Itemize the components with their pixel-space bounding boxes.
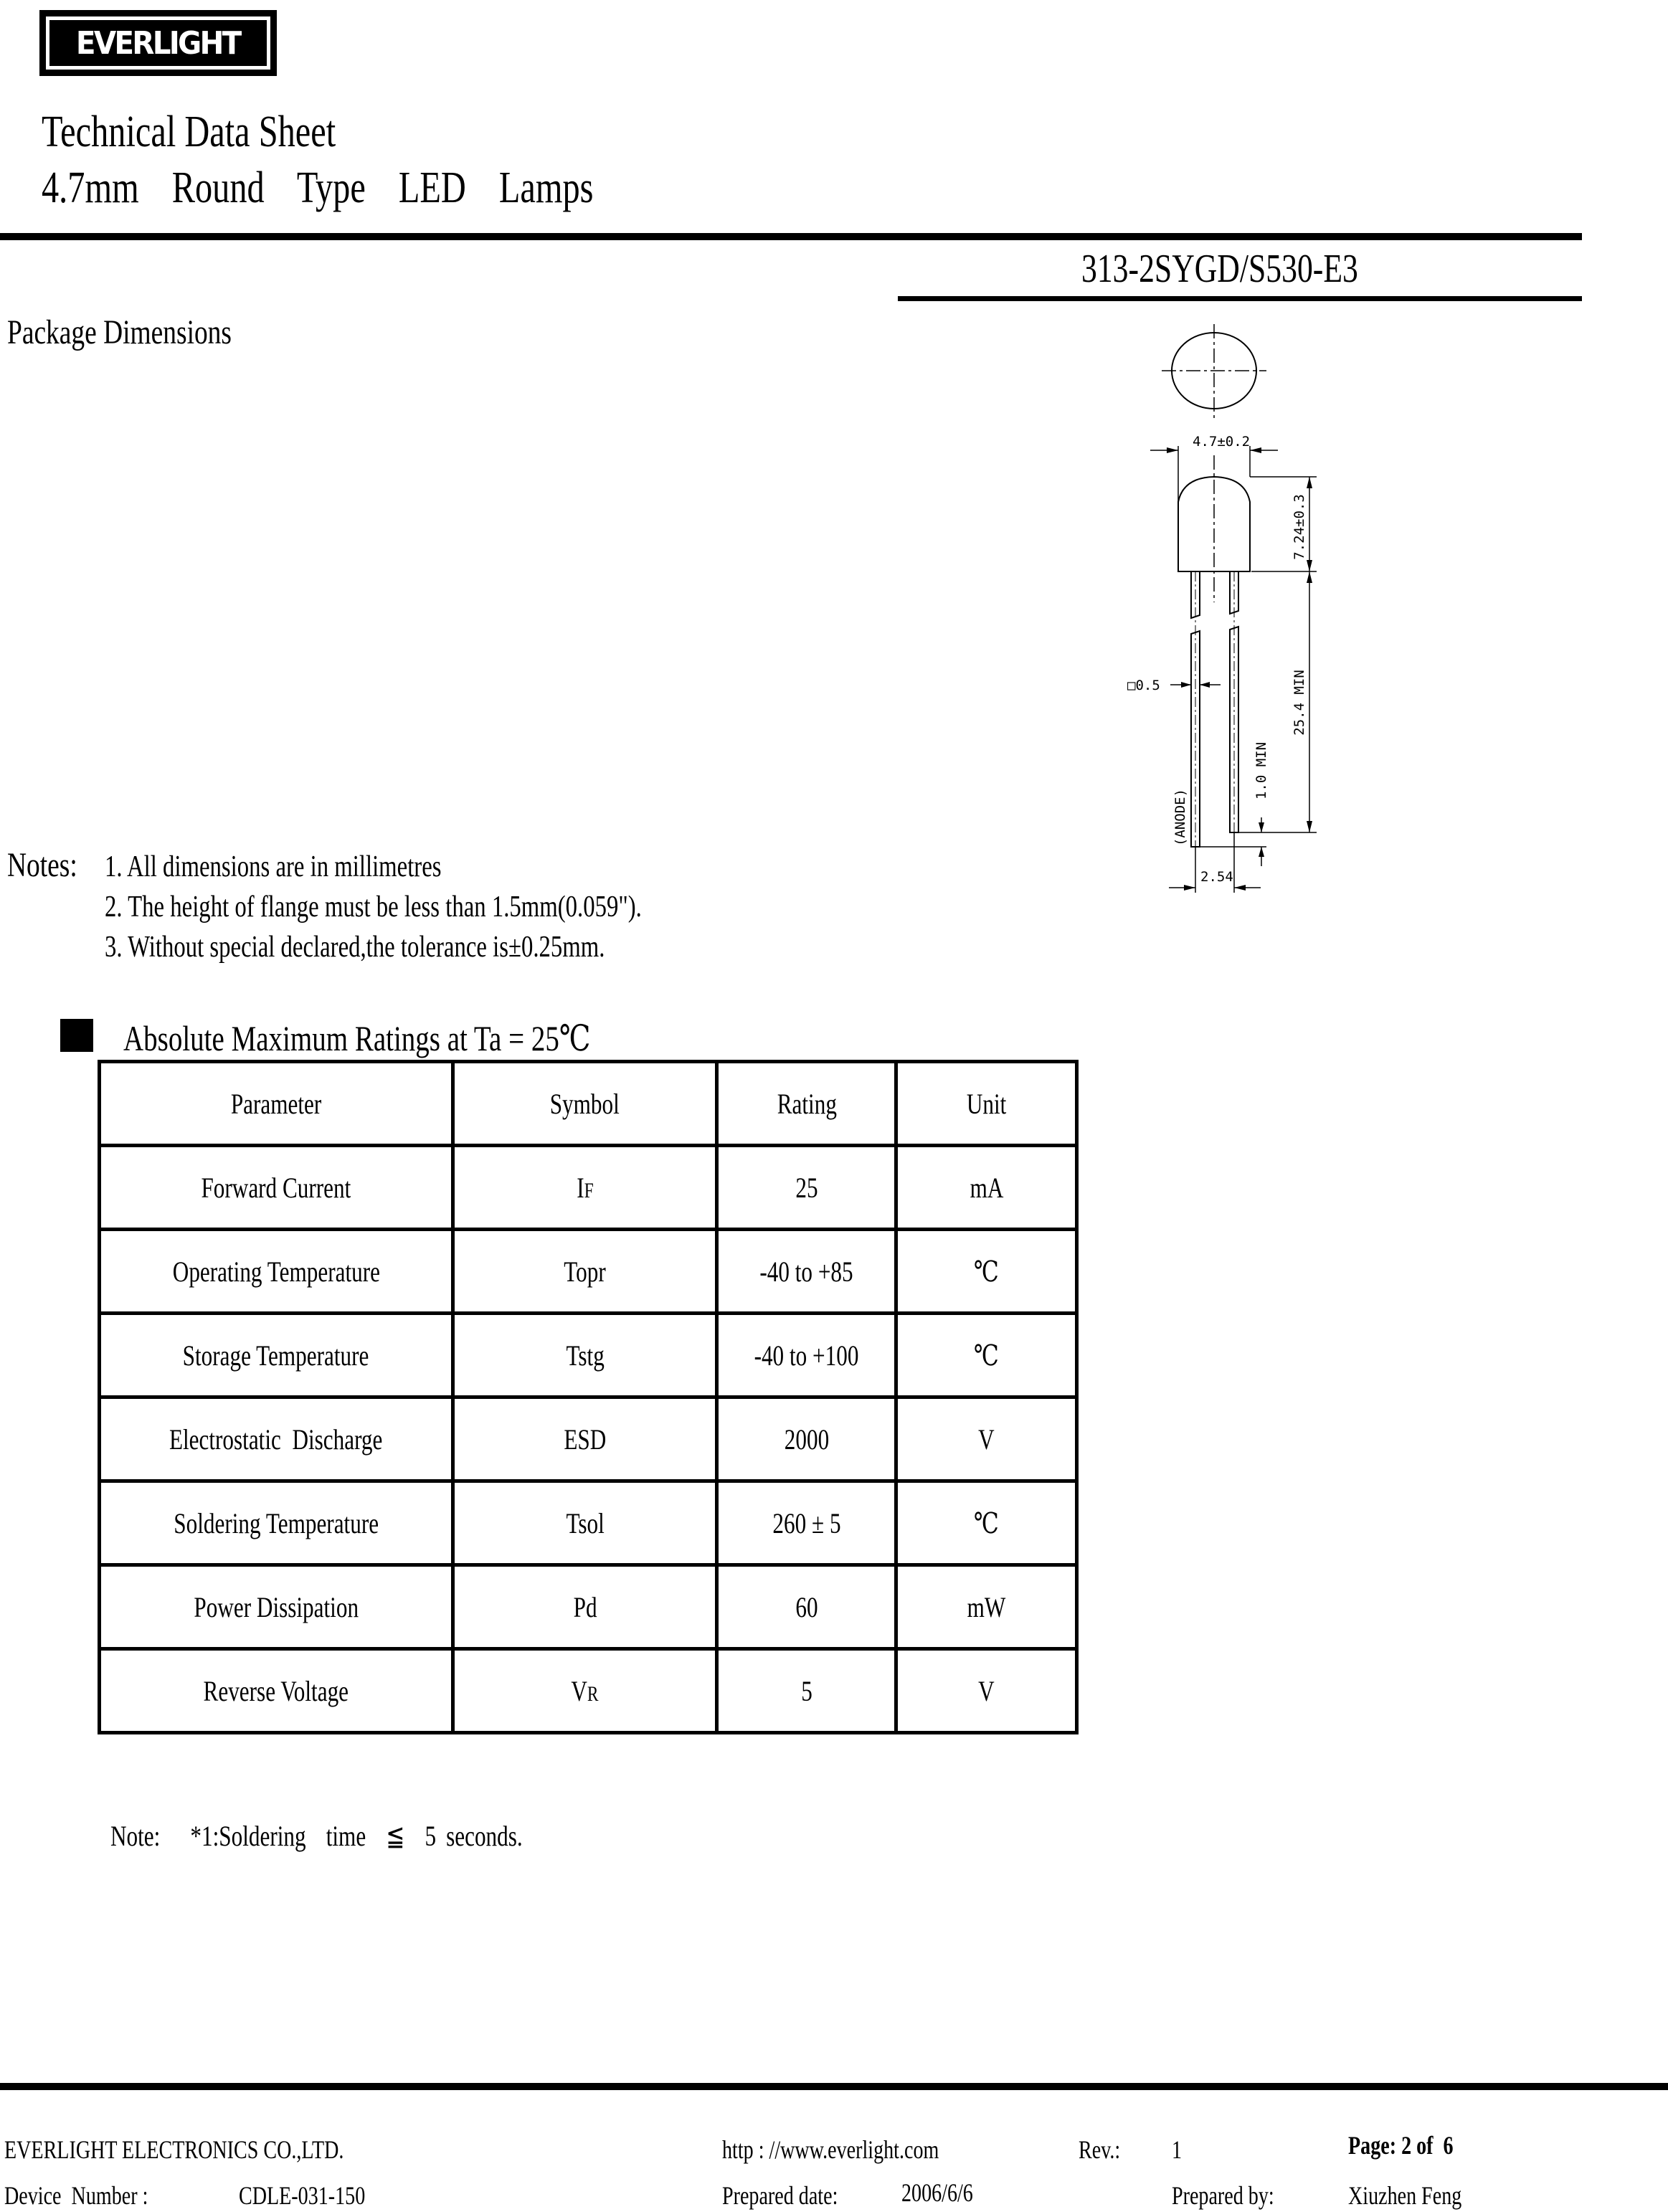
document-title-text: Technical Data Sheet (42, 108, 336, 156)
cell-rating: 2000 (717, 1397, 896, 1481)
absolute-maximum-ratings-table (98, 1060, 1079, 1734)
document-title (42, 106, 419, 158)
dim-lead-offset-label: 1.0 MIN (1254, 741, 1269, 800)
cell-symbol: VR (452, 1649, 716, 1733)
footer-page-indicator (1348, 2130, 1483, 2161)
document-subtitle-text: 4.7mm Round Type LED Lamps (42, 163, 594, 212)
cell-parameter: Soldering Temperature (100, 1481, 453, 1565)
part-number (1081, 245, 1436, 293)
footer-device-value-text: CDLE-031-150 (239, 2181, 366, 2210)
table-row (100, 1397, 1077, 1481)
led-package-drawing (1104, 315, 1363, 911)
note-item (105, 929, 746, 966)
logo-frame (46, 16, 270, 70)
footer-rev-value-text: 1 (1172, 2135, 1183, 2164)
cell-parameter: Reverse Voltage (100, 1649, 453, 1733)
footer-prepared-by-label (1172, 2180, 1303, 2211)
notes-label (7, 845, 97, 886)
package-dimensions-title-text: Package Dimensions (7, 313, 232, 351)
cell-rating: -40 to +100 (717, 1314, 896, 1397)
column-header-symbol: Symbol (452, 1062, 716, 1146)
dim-lead-size-label: □0.5 (1127, 678, 1160, 693)
footer-company-text: EVERLIGHT ELECTRONICS CO.,LTD. (4, 2135, 344, 2164)
column-header-unit: Unit (896, 1062, 1077, 1146)
notes-label-text: Notes: (7, 846, 77, 884)
leads (1191, 571, 1238, 847)
cell-rating: 5 (717, 1649, 896, 1733)
footer-prepared-date-value-text: 2006/6/6 (901, 2178, 973, 2207)
cell-symbol: Tstg (452, 1314, 716, 1397)
cell-symbol: ESD (452, 1397, 716, 1481)
table-row (100, 1230, 1077, 1314)
footer-device-value (239, 2180, 401, 2211)
table-row (100, 1481, 1077, 1565)
footer-device-label (4, 2180, 189, 2211)
footer-prepared-by-label-text: Prepared by: (1172, 2181, 1274, 2210)
footer-divider (0, 2083, 1668, 2090)
table-row (100, 1314, 1077, 1397)
table-row (100, 1565, 1077, 1649)
note-item (105, 888, 793, 926)
soldering-footnote (110, 1818, 639, 1854)
footer-company (4, 2134, 440, 2165)
cell-parameter: Electrostatic Discharge (100, 1397, 453, 1481)
cell-unit: ℃ (896, 1314, 1077, 1397)
cell-rating: 25 (717, 1146, 896, 1230)
dim-diameter-label: 4.7±0.2 (1193, 434, 1251, 450)
table-header-row (100, 1062, 1077, 1146)
cell-symbol: Tsol (452, 1481, 716, 1565)
cell-unit: V (896, 1649, 1077, 1733)
cell-parameter: Operating Temperature (100, 1230, 453, 1314)
dimension-lead-offset (1200, 817, 1266, 866)
logo-text: EVERLIGHT (76, 24, 240, 62)
anode-label: (ANODE) (1172, 788, 1188, 847)
footer-prepared-by-value (1348, 2180, 1494, 2211)
dim-pitch-label: 2.54 (1200, 869, 1233, 885)
footer-website-text[interactable]: http : //www.everlight.com (722, 2135, 939, 2164)
cell-parameter: Power Dissipation (100, 1565, 453, 1649)
cell-symbol: IF (452, 1146, 716, 1230)
cell-rating: 260 ± 5 (717, 1481, 896, 1565)
ratings-heading (123, 1017, 722, 1060)
footer-prepared-date-label (722, 2180, 871, 2211)
ratings-heading-text: Absolute Maximum Ratings at Ta = 25℃ (123, 1018, 591, 1058)
note-text: 1. All dimensions are in millimetres (105, 850, 442, 883)
package-dimensions-title (7, 312, 295, 353)
note-text: 3. Without special declared,the tolerance is±0.25mm. (105, 931, 605, 964)
part-number-text: 313-2SYGD/S530-E3 (1081, 247, 1358, 291)
column-header-rating: Rating (717, 1062, 896, 1146)
cell-symbol: Topr (452, 1230, 716, 1314)
table-row (100, 1146, 1077, 1230)
soldering-footnote-text: Note: *1:Soldering time ≦ 5 seconds. (110, 1820, 523, 1852)
footer-device-label-text: Device Number : (4, 2181, 148, 2210)
note-text: 2. The height of flange must be less than 1.5mm(0.059"). (105, 891, 642, 924)
document-subtitle (42, 162, 749, 214)
header-divider (0, 233, 1582, 240)
dim-height-label: 7.24±0.3 (1292, 494, 1307, 560)
footer-rev-value (1172, 2134, 1185, 2165)
column-header-parameter: Parameter (100, 1062, 453, 1146)
cell-rating: 60 (717, 1565, 896, 1649)
note-item (105, 848, 536, 886)
cell-unit: ℃ (896, 1481, 1077, 1565)
section-bullet-icon (60, 1019, 93, 1052)
footer-prepared-date-value (901, 2177, 993, 2208)
cell-symbol: Pd (452, 1565, 716, 1649)
cell-parameter: Forward Current (100, 1146, 453, 1230)
part-number-divider (898, 296, 1582, 301)
cell-unit: mA (896, 1146, 1077, 1230)
cell-rating: -40 to +85 (717, 1230, 896, 1314)
footer-page-text: Page: 2 of 6 (1348, 2131, 1454, 2160)
everlight-logo (39, 10, 277, 76)
cell-parameter: Storage Temperature (100, 1314, 453, 1397)
cell-unit: mW (896, 1565, 1077, 1649)
footer-prepared-date-label-text: Prepared date: (722, 2181, 838, 2210)
top-view (1162, 324, 1266, 419)
cell-unit: V (896, 1397, 1077, 1481)
cell-unit: ℃ (896, 1230, 1077, 1314)
dim-lead-length-label: 25.4 MIN (1292, 670, 1307, 736)
footer-rev-label-text: Rev.: (1079, 2135, 1121, 2164)
footer-rev-label (1079, 2134, 1132, 2165)
footer-website-link[interactable] (722, 2134, 1000, 2165)
footer-prepared-by-value-text: Xiuzhen Feng (1348, 2181, 1462, 2210)
table-row (100, 1649, 1077, 1733)
